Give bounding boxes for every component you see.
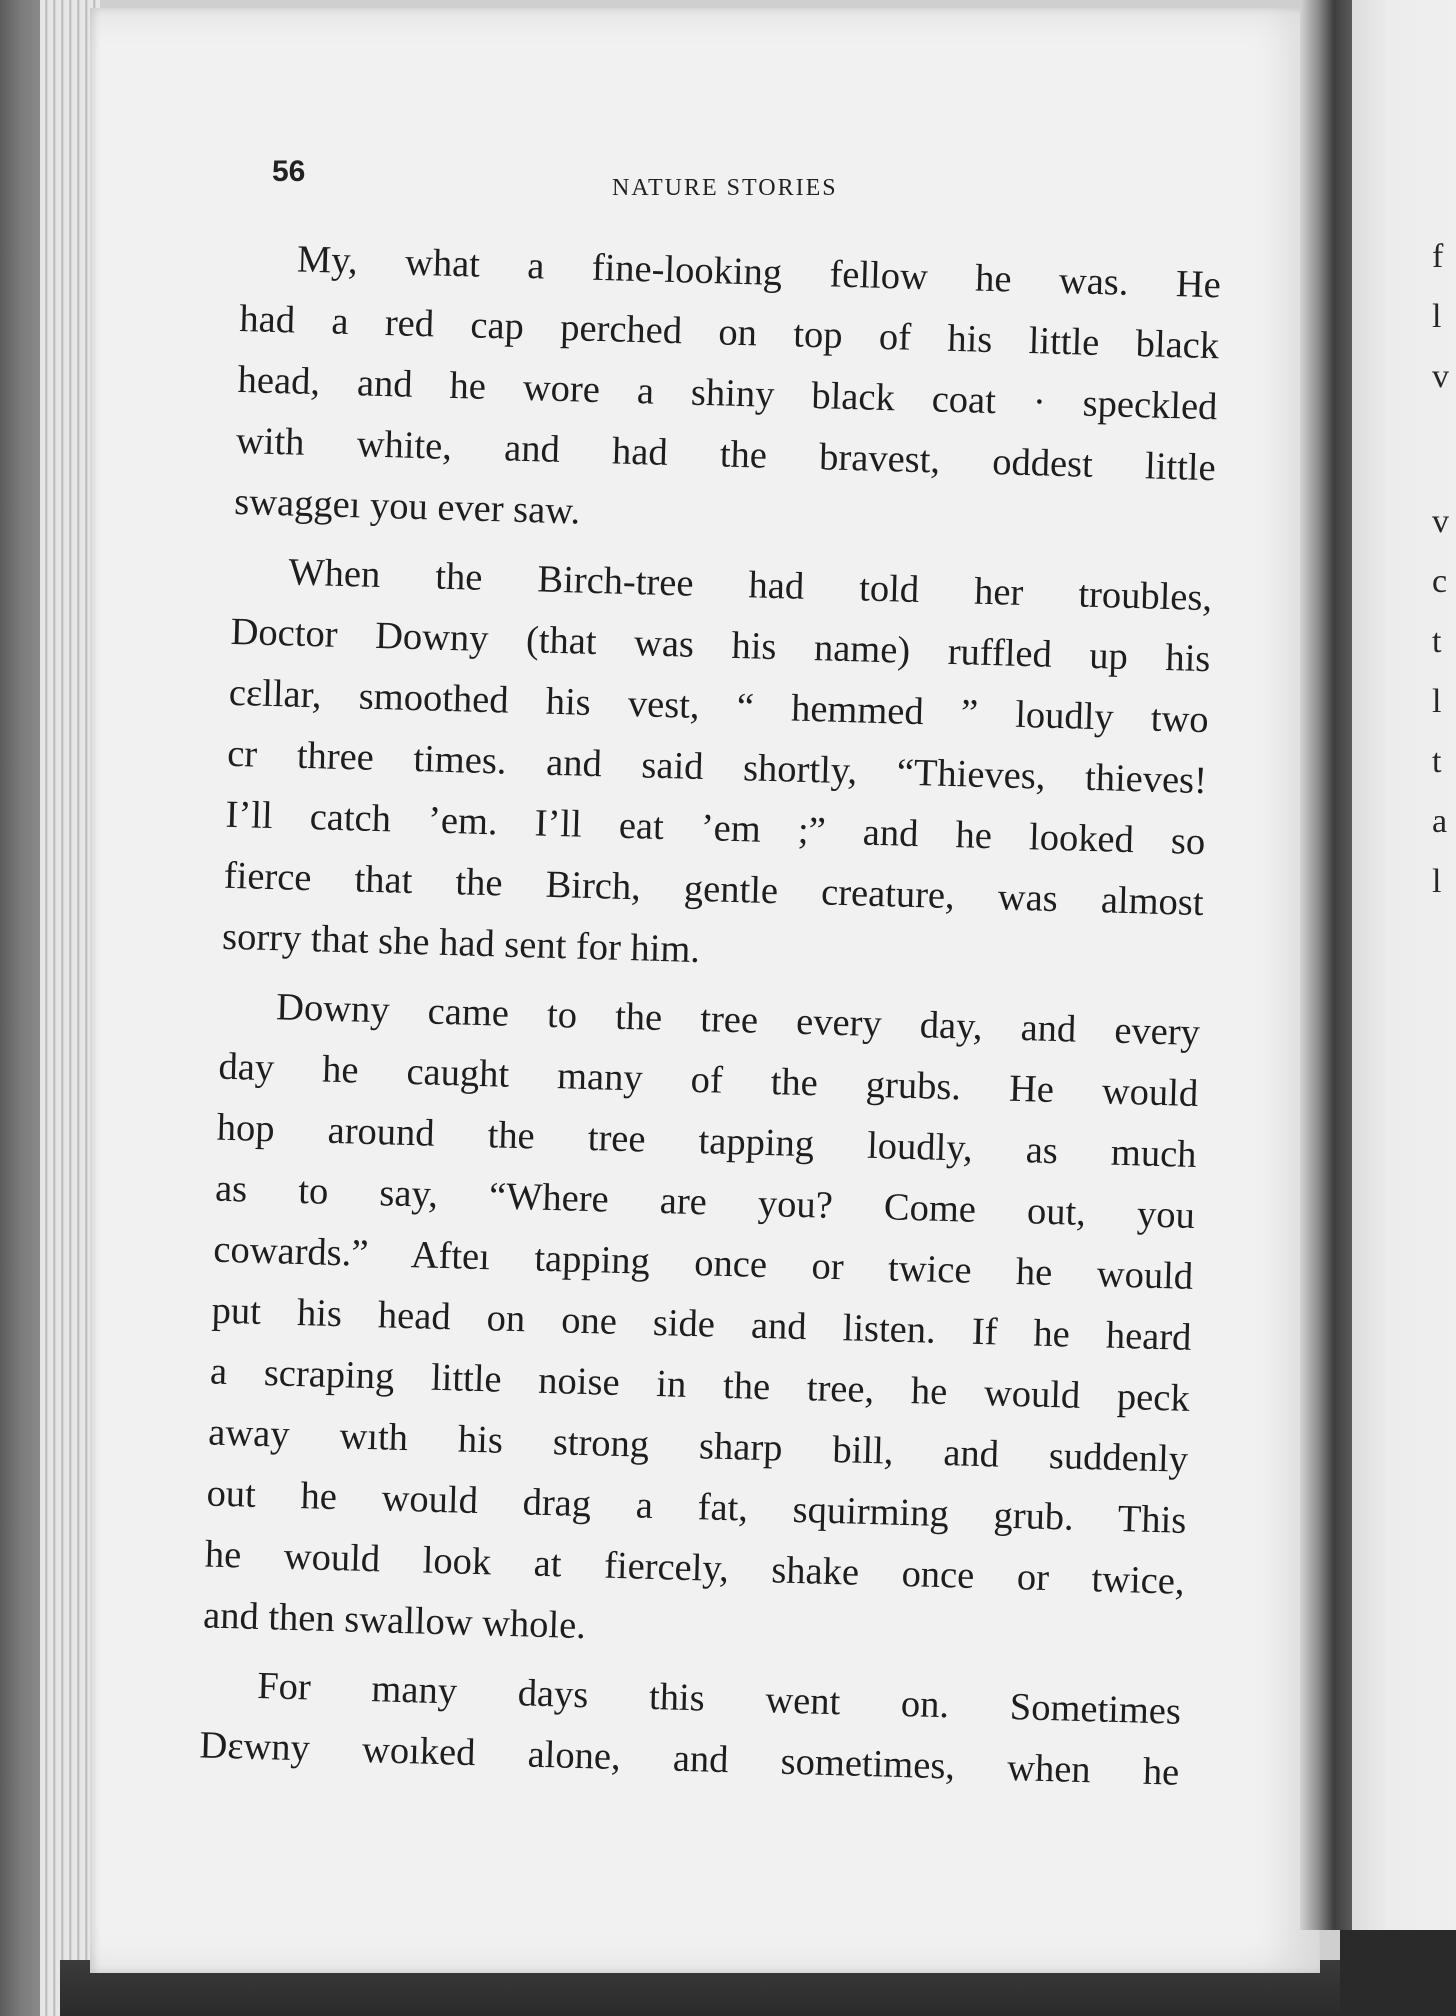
text-line: When the Birch-tree had told her troubles, [287,551,1213,620]
text-line: he would look at fiercely, shake once or twice, [204,1533,1186,1603]
text-line: as to say, “Where are you? Come out, you [214,1167,1196,1237]
bleed-letter: v [1432,358,1449,395]
facing-page-shadow [1340,1930,1456,2016]
page-number: 56 [272,155,306,188]
text-line: Doctor Downy (that was his name) ruffled up his [230,610,1211,681]
text-line: For many days this went on. Sometimes [256,1665,1182,1733]
running-head [272,155,1032,201]
paragraph [233,228,1221,560]
text-line: cɛllar, smoothed his vest, “ hemmed ” loudly two [228,671,1210,742]
text-line: I’ll catch ’em. I’ll eat ’em ;” and he looked so [225,793,1206,864]
bleed-letter: a [1432,803,1448,840]
text-line: sorry that she had sent for him. [221,915,701,972]
text-line: with white, and had the bravest, oddest little [235,419,1217,490]
bleed-letter: t [1432,743,1442,780]
text-line: Downy came to the tree every day, and every [275,986,1201,1055]
text-line: head, and he wore a shiny black coat · speckled [237,358,1218,429]
paragraph [202,976,1200,1674]
bleed-letter: f [1432,238,1444,275]
text-line: away wıth his strong sharp bill, and suddenly [207,1411,1189,1481]
body-text [199,228,1222,1804]
running-title: NATURE STORIES [612,175,838,201]
bleed-letter: v [1432,503,1449,540]
text-line: a scraping little noise in the tree, he would peck [209,1350,1191,1420]
text-line: My, what a fine-looking fellow he was. He [296,238,1222,307]
bleed-letter: l [1432,863,1442,900]
text-line: fierce that the Birch, gentle creature, was almost [223,854,1205,925]
text-line: had a red cap perched on top of his little black [238,297,1220,368]
bleed-letter: l [1432,683,1442,720]
text-line: cr three times. and said shortly, “Thieves, thieves! [226,732,1208,803]
text-line: put his head on one side and listen. If he heard [211,1289,1192,1359]
text-line: hop around the tree tapping loudly, as much [216,1106,1198,1177]
book-gutter [1300,0,1352,1930]
bleed-letter: c [1432,563,1448,600]
text-line: day he caught many of the grubs. He would [217,1045,1199,1116]
paragraph [221,541,1213,995]
text-line: Dɛwny woıked alone, and sometimes, when he [199,1724,1180,1794]
bleed-letter: t [1432,623,1442,660]
text-line: cowards.” Afteı tapping once or twice he would [212,1228,1194,1298]
text-line: out he would drag a fat, squirming grub. This [206,1472,1187,1542]
bleed-letter: l [1432,298,1442,335]
text-line: swaggeı you ever saw. [233,480,581,533]
text-line: and then swallow whole. [202,1594,587,1648]
